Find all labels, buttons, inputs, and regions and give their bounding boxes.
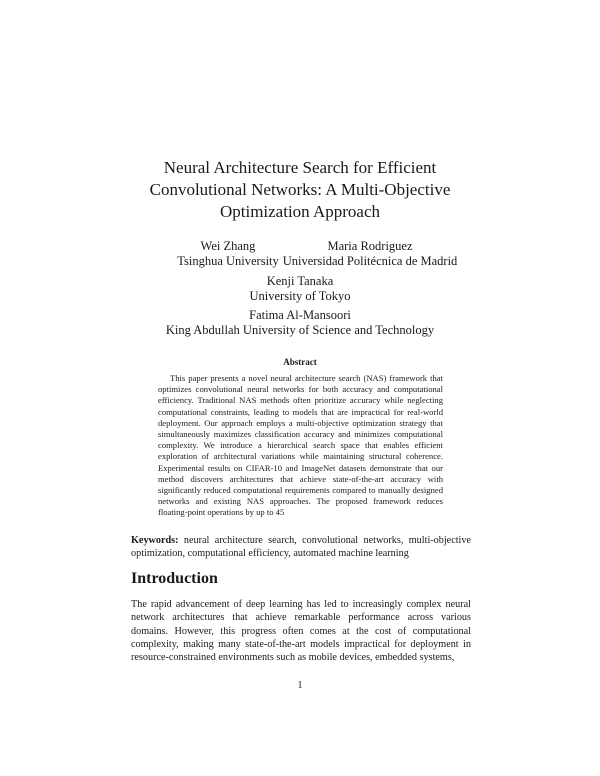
abstract-text: This paper presents a novel neural architecture search (NAS) framework that optimizes convolutional neural networks for both accuracy and computational efficiency. Traditional NAS methods often prioritize accuracy while neglecting computational constraints, leading to models that are impractical for real-world deployment. Our approach employs a multi-objective optimization strategy that simultaneously maximizes classification accuracy and minimizes computational complexity. We introduce a hierarchical search space that enables efficient exploration of architectural variations while maintaining structural coherence. Experimental results on CIFAR-10 and ImageNet datasets demonstrate that our method discovers architectures that achieve state-of-the-art accuracy with significantly reduced computational requirements compared to manually designed networks and existing NAS approaches. The proposed framework reduces floating-point operations by up to 45 bbox=[158, 373, 443, 518]
author-affiliation: University of Tokyo bbox=[249, 289, 351, 303]
author-affiliation: Tsinghua University bbox=[177, 254, 279, 268]
title-line: Neural Architecture Search for Efficient bbox=[163, 158, 437, 177]
paper-title bbox=[100, 157, 500, 223]
author-block bbox=[200, 274, 400, 304]
keywords-text: neural architecture search, convolutional networks, multi-objective optimization, computational efficiency, automated machine learning bbox=[131, 535, 472, 559]
author-name: Wei Zhang bbox=[200, 239, 256, 253]
author-name: Maria Rodriguez bbox=[327, 239, 413, 253]
section-heading-introduction: Introduction bbox=[131, 570, 218, 587]
author-block bbox=[270, 239, 470, 269]
abstract-heading: Abstract bbox=[283, 357, 317, 367]
author-affiliation: Universidad Politécnica de Madrid bbox=[282, 254, 458, 268]
keywords-label: Keywords: bbox=[131, 535, 179, 546]
keywords bbox=[131, 534, 471, 560]
introduction-text: The rapid advancement of deep learning has led to increasingly complex neural network architectures that achieve remarkable performance across various domains. However, this progress often comes at the cost of computational complexity, making many state-of-the-art models impractical for deployment in resource-constrained environments such as mobile devices, embedded systems, bbox=[131, 599, 471, 664]
title-line: Convolutional Networks: A Multi-Objective bbox=[149, 180, 451, 199]
page-number: 1 bbox=[297, 680, 303, 691]
title-line: Optimization Approach bbox=[219, 202, 381, 221]
author-name: Kenji Tanaka bbox=[266, 274, 334, 288]
author-block bbox=[100, 308, 500, 338]
author-name: Fatima Al-Mansoori bbox=[249, 308, 351, 322]
author-affiliation: King Abdullah University of Science and Technology bbox=[165, 323, 435, 337]
